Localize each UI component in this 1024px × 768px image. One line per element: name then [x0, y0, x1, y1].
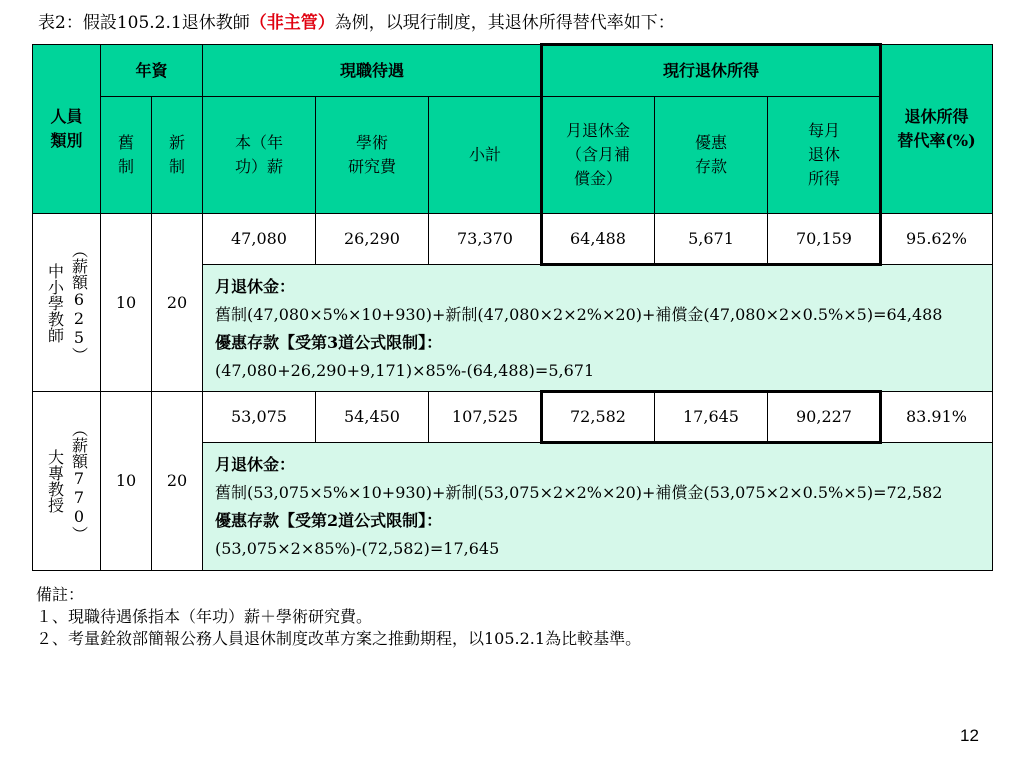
row1-note-line3: 優惠存款【受第3道公式限制】： — [215, 333, 443, 352]
row2-old-years: 10 — [100, 391, 152, 571]
header-replacement-rate — [880, 44, 993, 214]
caption-prefix: 表2：假設105.2.1退休教師 — [38, 13, 250, 33]
remarks — [36, 584, 641, 650]
row1-old-years: 10 — [100, 213, 152, 392]
header-seniority: 年資 — [100, 44, 203, 97]
row2-new-years: 20 — [151, 391, 203, 571]
header-monthly-retirement-line1: 每月 — [807, 121, 840, 140]
header-old-system-line2: 制 — [117, 157, 134, 176]
row1-note-line1: 月退休金： — [215, 277, 296, 296]
row1-category-name: 中小學教師 — [45, 262, 65, 343]
row1-category — [32, 213, 101, 392]
row2-subtotal: 107,525 — [428, 391, 542, 443]
header-current-pay: 現職待遇 — [202, 44, 542, 97]
remarks-title: 備註： — [36, 585, 85, 604]
header-preferential-deposit — [654, 96, 768, 214]
header-monthly-retirement-line3: 所得 — [807, 169, 840, 188]
header-base-salary-line2: 功）薪 — [234, 157, 283, 176]
retirement-table — [32, 44, 993, 571]
row1-replacement-rate: 95.62% — [880, 213, 993, 265]
header-new-system-line2: 制 — [168, 157, 185, 176]
row2-calculation-notes — [202, 442, 993, 571]
header-academic-fee — [315, 96, 429, 214]
remark-item-1: １、現職待遇係指本（年功）薪＋學術研究費。 — [36, 607, 373, 626]
row2-academic-fee: 54,450 — [315, 391, 429, 443]
header-subtotal: 小計 — [428, 96, 542, 214]
row1-note-line4: (47,080+26,290+9,171)×85%-(64,488)=5,671 — [215, 361, 595, 380]
header-academic-fee-line1: 學術 — [355, 133, 388, 152]
row2-note-line3: 優惠存款【受第2道公式限制】： — [215, 511, 443, 530]
header-current-retirement: 現行退休所得 — [541, 44, 881, 97]
row1-preferential-deposit: 5,671 — [654, 213, 768, 265]
row1-academic-fee: 26,290 — [315, 213, 429, 265]
row2-preferential-deposit: 17,645 — [654, 391, 768, 443]
row2-monthly-pension: 72,582 — [541, 391, 655, 443]
header-new-system — [151, 96, 203, 214]
header-monthly-pension-line1: 月退休金 — [565, 121, 630, 140]
row1-monthly-pension: 64,488 — [541, 213, 655, 265]
header-replacement-rate-line1: 退休所得 — [904, 107, 969, 126]
header-preferential-deposit-line2: 存款 — [694, 157, 727, 176]
row2-category — [32, 391, 101, 571]
row2-note-line4: (53,075×2×85%)-(72,582)=17,645 — [215, 539, 500, 558]
page-number: 12 — [960, 726, 979, 745]
remark-item-2: ２、考量銓敘部簡報公務人員退休制度改革方案之推動期程，以105.2.1為比較基準。 — [36, 629, 642, 648]
row2-notes-body — [215, 451, 942, 563]
header-preferential-deposit-line1: 優惠 — [694, 133, 727, 152]
header-old-system-line1: 舊 — [117, 133, 134, 152]
caption-highlight: （非主管） — [249, 13, 335, 33]
row2-monthly-retirement: 90,227 — [767, 391, 881, 443]
header-new-system-line1: 新 — [168, 133, 185, 152]
header-category-line2: 類別 — [50, 131, 83, 150]
header-category — [32, 44, 101, 214]
header-monthly-pension-line3: 償金） — [573, 169, 622, 188]
header-base-salary — [202, 96, 316, 214]
header-academic-fee-line2: 研究費 — [347, 157, 396, 176]
row2-note-line1: 月退休金： — [215, 455, 296, 474]
row1-salary-level: （薪額625） — [69, 242, 89, 363]
row2-replacement-rate: 83.91% — [880, 391, 993, 443]
row1-monthly-retirement: 70,159 — [767, 213, 881, 265]
table-caption — [38, 8, 675, 33]
header-monthly-retirement — [767, 96, 881, 214]
header-old-system — [100, 96, 152, 214]
row1-subtotal: 73,370 — [428, 213, 542, 265]
header-base-salary-line1: 本（年 — [234, 133, 283, 152]
row1-calculation-notes — [202, 264, 993, 392]
header-category-line1: 人員 — [50, 107, 83, 126]
header-monthly-retirement-line2: 退休 — [807, 145, 840, 164]
header-replacement-rate-line2: 替代率(%) — [897, 131, 976, 150]
caption-suffix: 為例，以現行制度，其退休所得替代率如下： — [334, 13, 675, 33]
header-monthly-pension-line2: （含月補 — [565, 145, 630, 164]
row1-base-salary: 47,080 — [202, 213, 316, 265]
header-monthly-pension — [541, 96, 655, 214]
row1-new-years: 20 — [151, 213, 203, 392]
row1-notes-body — [215, 273, 942, 385]
row2-category-name: 大專教授 — [45, 449, 65, 513]
row1-note-line2: 舊制(47,080×5%×10+930)+新制(47,080×2×2%×20)+補償金(47,080×2×0.5%×5)=64,488 — [215, 305, 943, 324]
row2-note-line2: 舊制(53,075×5%×10+930)+新制(53,075×2×2%×20)+補償金(53,075×2×0.5%×5)=72,582 — [215, 483, 943, 502]
row2-base-salary: 53,075 — [202, 391, 316, 443]
row2-salary-level: （薪額770） — [69, 420, 89, 542]
